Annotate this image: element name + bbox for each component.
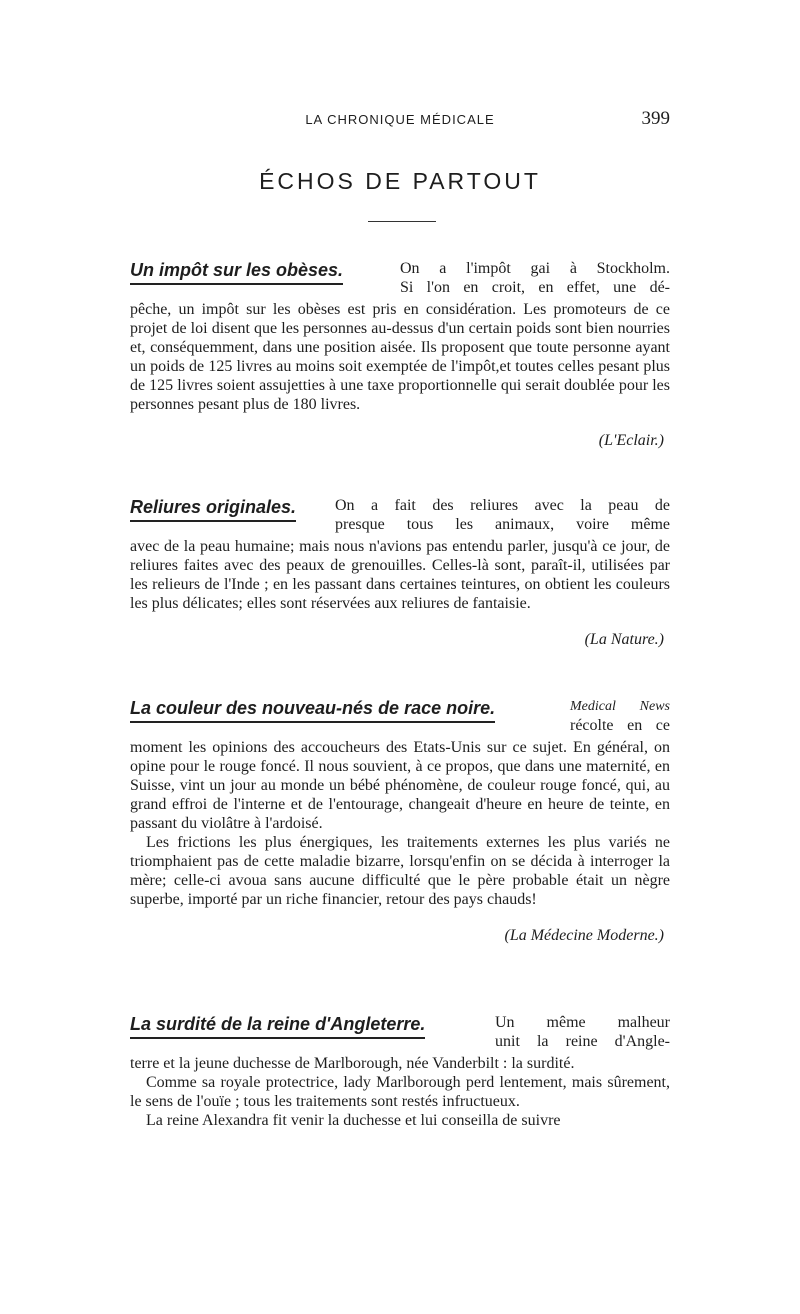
running-head [130, 108, 670, 132]
article-source: (La Nature.) [584, 631, 664, 648]
article-heading: La surdité de la reine d'Angleterre. [130, 1014, 425, 1039]
article-paragraph: pêche, un impôt sur les obèses est pris en considération. Les promoteurs de ce projet de loi disent que les personnes au-dessus d'un certain poids sont bien nourries et, conséquemment, dans une position aisée. Ils proposent que toute personne ayant un poids de 125 livres au moins soit exemptée de l'impôt,et toutes celles pesant plus de 125 livres soient assujetties à une taxe proportionnelle qui serait doublée pour les personnes pesant plus de 180 livres. [130, 301, 670, 413]
article-obesity-tax [130, 258, 670, 450]
article-paragraph: Les frictions les plus énergiques, les traitements externes les plus variés ne triomphaient pas de cette maladie bizarre, lorsqu'enfin on se décida à interroger la mère; celle-ci avoua sans aucune difficulté que le père probable était un nègre superbe, importé par un riche financier, retour des pays chauds! [130, 834, 670, 908]
article-queen-deafness [130, 1012, 670, 1130]
article-paragraph: La reine Alexandra fit venir la duchesse et lui conseilla de suivre [146, 1112, 561, 1129]
article-paragraph: moment les opinions des accoucheurs des Etats-Unis sur ce sujet. En général, on opine pour le rouge foncé. Il nous souvient, à ce propos, que dans une maternité, en Suisse, vint un jour au monde un bébé phénomène, de couleur rouge foncé, qui, au grand effroi de l'interne et de l'entourage, changeait d'heure en heure de teinte, en passant du violâtre à l'ardoisé. [130, 739, 670, 832]
article-heading: Reliures originales. [130, 497, 296, 522]
article-lead: Un même malheur unit la reine d'Angle- [495, 1014, 670, 1050]
article-lead: Medical News récolte en ce [570, 699, 670, 734]
title-divider [368, 221, 436, 222]
article-lead: On a fait des reliures avec la peau de presque tous les animaux, voire même [335, 497, 670, 533]
article-heading: La couleur des nouveau-nés de race noire. [130, 698, 495, 723]
article-source: (L'Eclair.) [598, 432, 664, 449]
article-source: (La Médecine Moderne.) [504, 927, 664, 944]
article-bindings [130, 495, 670, 649]
article-lead: On a l'impôt gai à Stockholm. Si l'on en croit, en effet, une dé- [400, 260, 670, 296]
section-title: ÉCHOS DE PARTOUT [259, 168, 541, 194]
page-number: 399 [641, 108, 670, 129]
article-heading: Un impôt sur les obèses. [130, 260, 343, 285]
article-newborn-color [130, 696, 670, 945]
article-paragraph: Comme sa royale protectrice, lady Marlborough perd lentement, mais sûrement, le sens de l'ouïe ; tous les traitements sont restés infructueux. [130, 1074, 670, 1110]
article-paragraph: avec de la peau humaine; mais nous n'avions pas entendu parler, jusqu'à ce jour, de reliures faites avec des peaux de grenouilles. Celles-là sont, paraît-il, utilisées par les relieurs de l'Inde ; en les passant dans certaines teintures, on obtient les couleurs les plus délicates; elles sont réservées aux reliures de fantaisie. [130, 538, 670, 612]
article-paragraph: terre et la jeune duchesse de Marlborough, née Vanderbilt : la surdité. [130, 1055, 575, 1072]
journal-title: LA CHRONIQUE MÉDICALE [305, 112, 495, 127]
